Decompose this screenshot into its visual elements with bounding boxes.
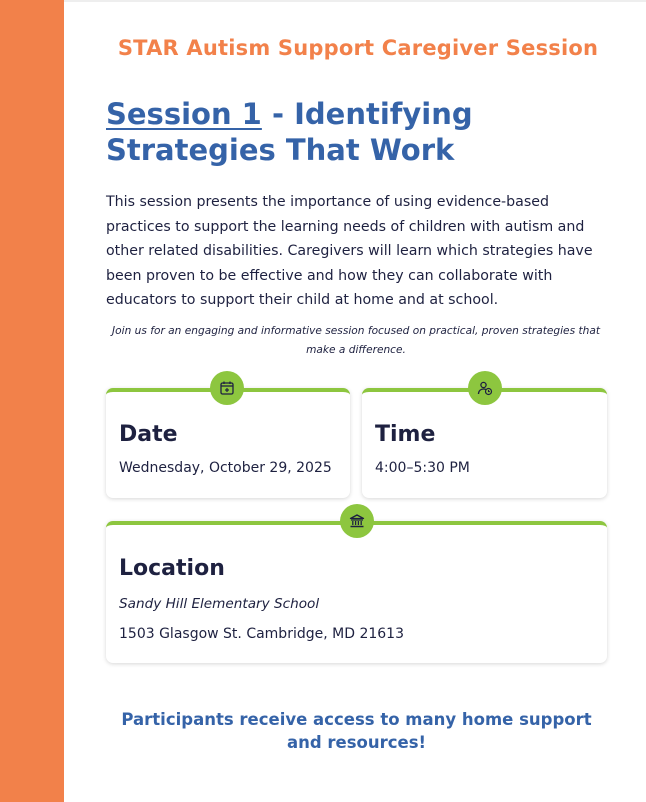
top-divider [64,0,646,2]
date-card [106,388,350,498]
session-separator: - [261,97,295,131]
time-value: 4:00–5:30 PM [375,460,470,476]
location-card [106,521,607,663]
event-title: STAR Autism Support Caregiver Session [117,36,599,60]
location-address: 1503 Glasgow St. Cambridge, MD 21613 [119,626,404,642]
session-heading [106,96,610,168]
building-icon [349,513,365,529]
location-badge [340,504,374,538]
date-badge [210,371,244,405]
orange-side-bar [0,0,64,802]
session-title: Identifying Strategies That Work [106,97,473,167]
time-card [362,388,607,498]
date-label: Date [119,422,178,447]
resources-note: Participants receive access to many home support and resources! [121,710,592,752]
time-label: Time [375,422,436,447]
date-value: Wednesday, October 29, 2025 [119,460,332,476]
time-badge [468,371,502,405]
user-clock-icon [477,380,493,396]
location-label: Location [119,556,225,581]
invite-text: Join us for an engaging and informative session focused on practical, proven strategies that make a difference. [112,325,600,356]
session-number: Session 1 [106,97,262,131]
calendar-icon [219,380,235,396]
location-venue: Sandy Hill Elementary School [119,596,320,612]
session-description: This session presents the importance of using evidence-based practices to support the learning needs of children with autism and other related disabilities. Caregivers will learn which strategies have been proven to be effective and how they can collaborate with educators to support their child at home and at school. [106,194,593,308]
